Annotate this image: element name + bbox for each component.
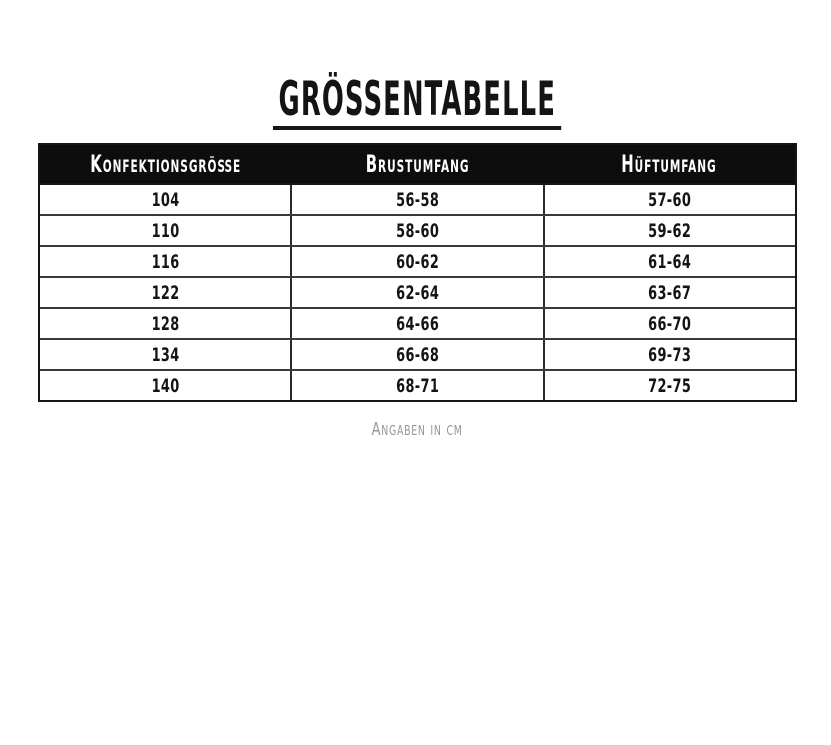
table-cell (292, 309, 544, 338)
cell-text: 57-60 (648, 188, 692, 211)
table-cell (40, 340, 292, 369)
table-cell (545, 185, 795, 214)
table-cell (545, 247, 795, 276)
table-cell (292, 247, 544, 276)
cell-text: 110 (151, 219, 180, 242)
cell-text: 61-64 (648, 250, 692, 273)
cell-text: 128 (151, 312, 180, 335)
table-cell (40, 371, 292, 400)
cell-text: 122 (151, 281, 180, 304)
table-row (40, 276, 795, 307)
column-header-label: Brustumfang (365, 150, 470, 178)
table-row (40, 369, 795, 400)
table-cell (292, 216, 544, 245)
table-cell (292, 185, 544, 214)
cell-text: 58-60 (395, 219, 439, 242)
table-cell (545, 371, 795, 400)
table-cell (292, 278, 544, 307)
page-title (38, 72, 797, 130)
footnote-text: Angaben in cm (372, 419, 463, 440)
table-cell (545, 309, 795, 338)
table-row (40, 307, 795, 338)
cell-text: 66-70 (648, 312, 692, 335)
cell-text: 72-75 (648, 374, 692, 397)
footnote (38, 419, 797, 440)
cell-text: 104 (151, 188, 180, 211)
table-header-cell-brustumfang (292, 145, 544, 183)
table-row (40, 183, 795, 214)
cell-text: 64-66 (395, 312, 439, 335)
table-header-cell-hueftumfang (543, 145, 795, 183)
cell-text: 140 (151, 374, 180, 397)
table-header-row (40, 145, 795, 183)
cell-text: 68-71 (395, 374, 439, 397)
table-cell (545, 216, 795, 245)
table-cell (292, 371, 544, 400)
table-row (40, 245, 795, 276)
table-row (40, 214, 795, 245)
cell-text: 116 (151, 250, 180, 273)
cell-text: 66-68 (395, 343, 439, 366)
cell-text: 62-64 (395, 281, 439, 304)
cell-text: 56-58 (395, 188, 439, 211)
column-header-label: Hüftumfang (621, 150, 717, 178)
cell-text: 60-62 (395, 250, 439, 273)
table-cell (40, 309, 292, 338)
table-cell (40, 185, 292, 214)
cell-text: 59-62 (648, 219, 692, 242)
table-body (40, 183, 795, 400)
cell-text: 63-67 (648, 281, 692, 304)
table-cell (545, 340, 795, 369)
table-cell (292, 340, 544, 369)
cell-text: 134 (151, 343, 180, 366)
table-cell (40, 247, 292, 276)
table-row (40, 338, 795, 369)
table-cell (40, 278, 292, 307)
table-cell (40, 216, 292, 245)
page-title-text: GRÖSSENTABELLE (273, 76, 561, 130)
table-cell (545, 278, 795, 307)
column-header-label: Konfektionsgröße (90, 150, 242, 178)
cell-text: 69-73 (648, 343, 692, 366)
size-table (38, 143, 797, 402)
table-header-cell-konfektionsgroesse (40, 145, 292, 183)
